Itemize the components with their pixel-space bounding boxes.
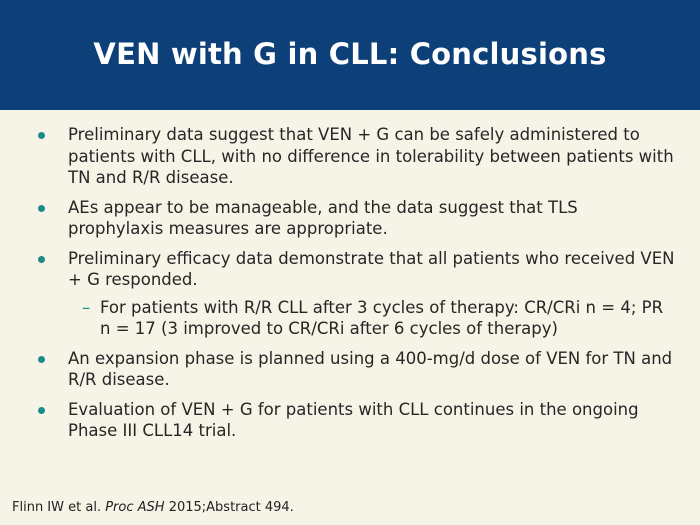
bullet-dot-icon	[38, 205, 45, 212]
bullet-dot-icon	[38, 256, 45, 263]
bullet-item	[38, 248, 678, 291]
bullet-item	[38, 399, 678, 442]
citation	[12, 500, 294, 515]
bullet-text: AEs appear to be manageable, and the data suggest that TLS prophylaxis measures are appropriate.	[68, 197, 578, 238]
bullet-item	[38, 348, 678, 391]
bullet-dot-icon	[38, 407, 45, 414]
dash-icon: –	[82, 297, 91, 317]
citation-details: 2015;Abstract 494.	[168, 500, 294, 515]
bullet-text: Preliminary data suggest that VEN + G can be safely administered to patients with CLL, with no difference in tolerability between patients with TN and R/R disease.	[68, 125, 674, 187]
bullet-item	[38, 197, 678, 240]
citation-journal: Proc ASH	[105, 500, 165, 515]
citation-authors: Flinn IW et al.	[12, 500, 102, 515]
bullet-dot-icon	[38, 356, 45, 363]
bullet-item	[38, 124, 678, 189]
bullet-text: Evaluation of VEN + G for patients with CLL continues in the ongoing Phase III CLL14 trial.	[68, 399, 639, 440]
sub-bullet-text: For patients with R/R CLL after 3 cycles of therapy: CR/CRi n = 4; PR n = 17 (3 improved to CR/CRi after 6 cycles of therapy)	[100, 297, 664, 338]
bullet-text: An expansion phase is planned using a 400-mg/d dose of VEN for TN and R/R disease.	[68, 348, 673, 389]
bullet-dot-icon	[38, 132, 45, 139]
slide-title: VEN with G in CLL: Conclusions	[93, 37, 607, 71]
bullet-text: Preliminary efficacy data demonstrate that all patients who received VEN + G responded.	[68, 248, 675, 289]
bullet-list	[38, 124, 678, 450]
sub-bullet-item	[82, 297, 678, 340]
title-banner	[0, 0, 700, 110]
